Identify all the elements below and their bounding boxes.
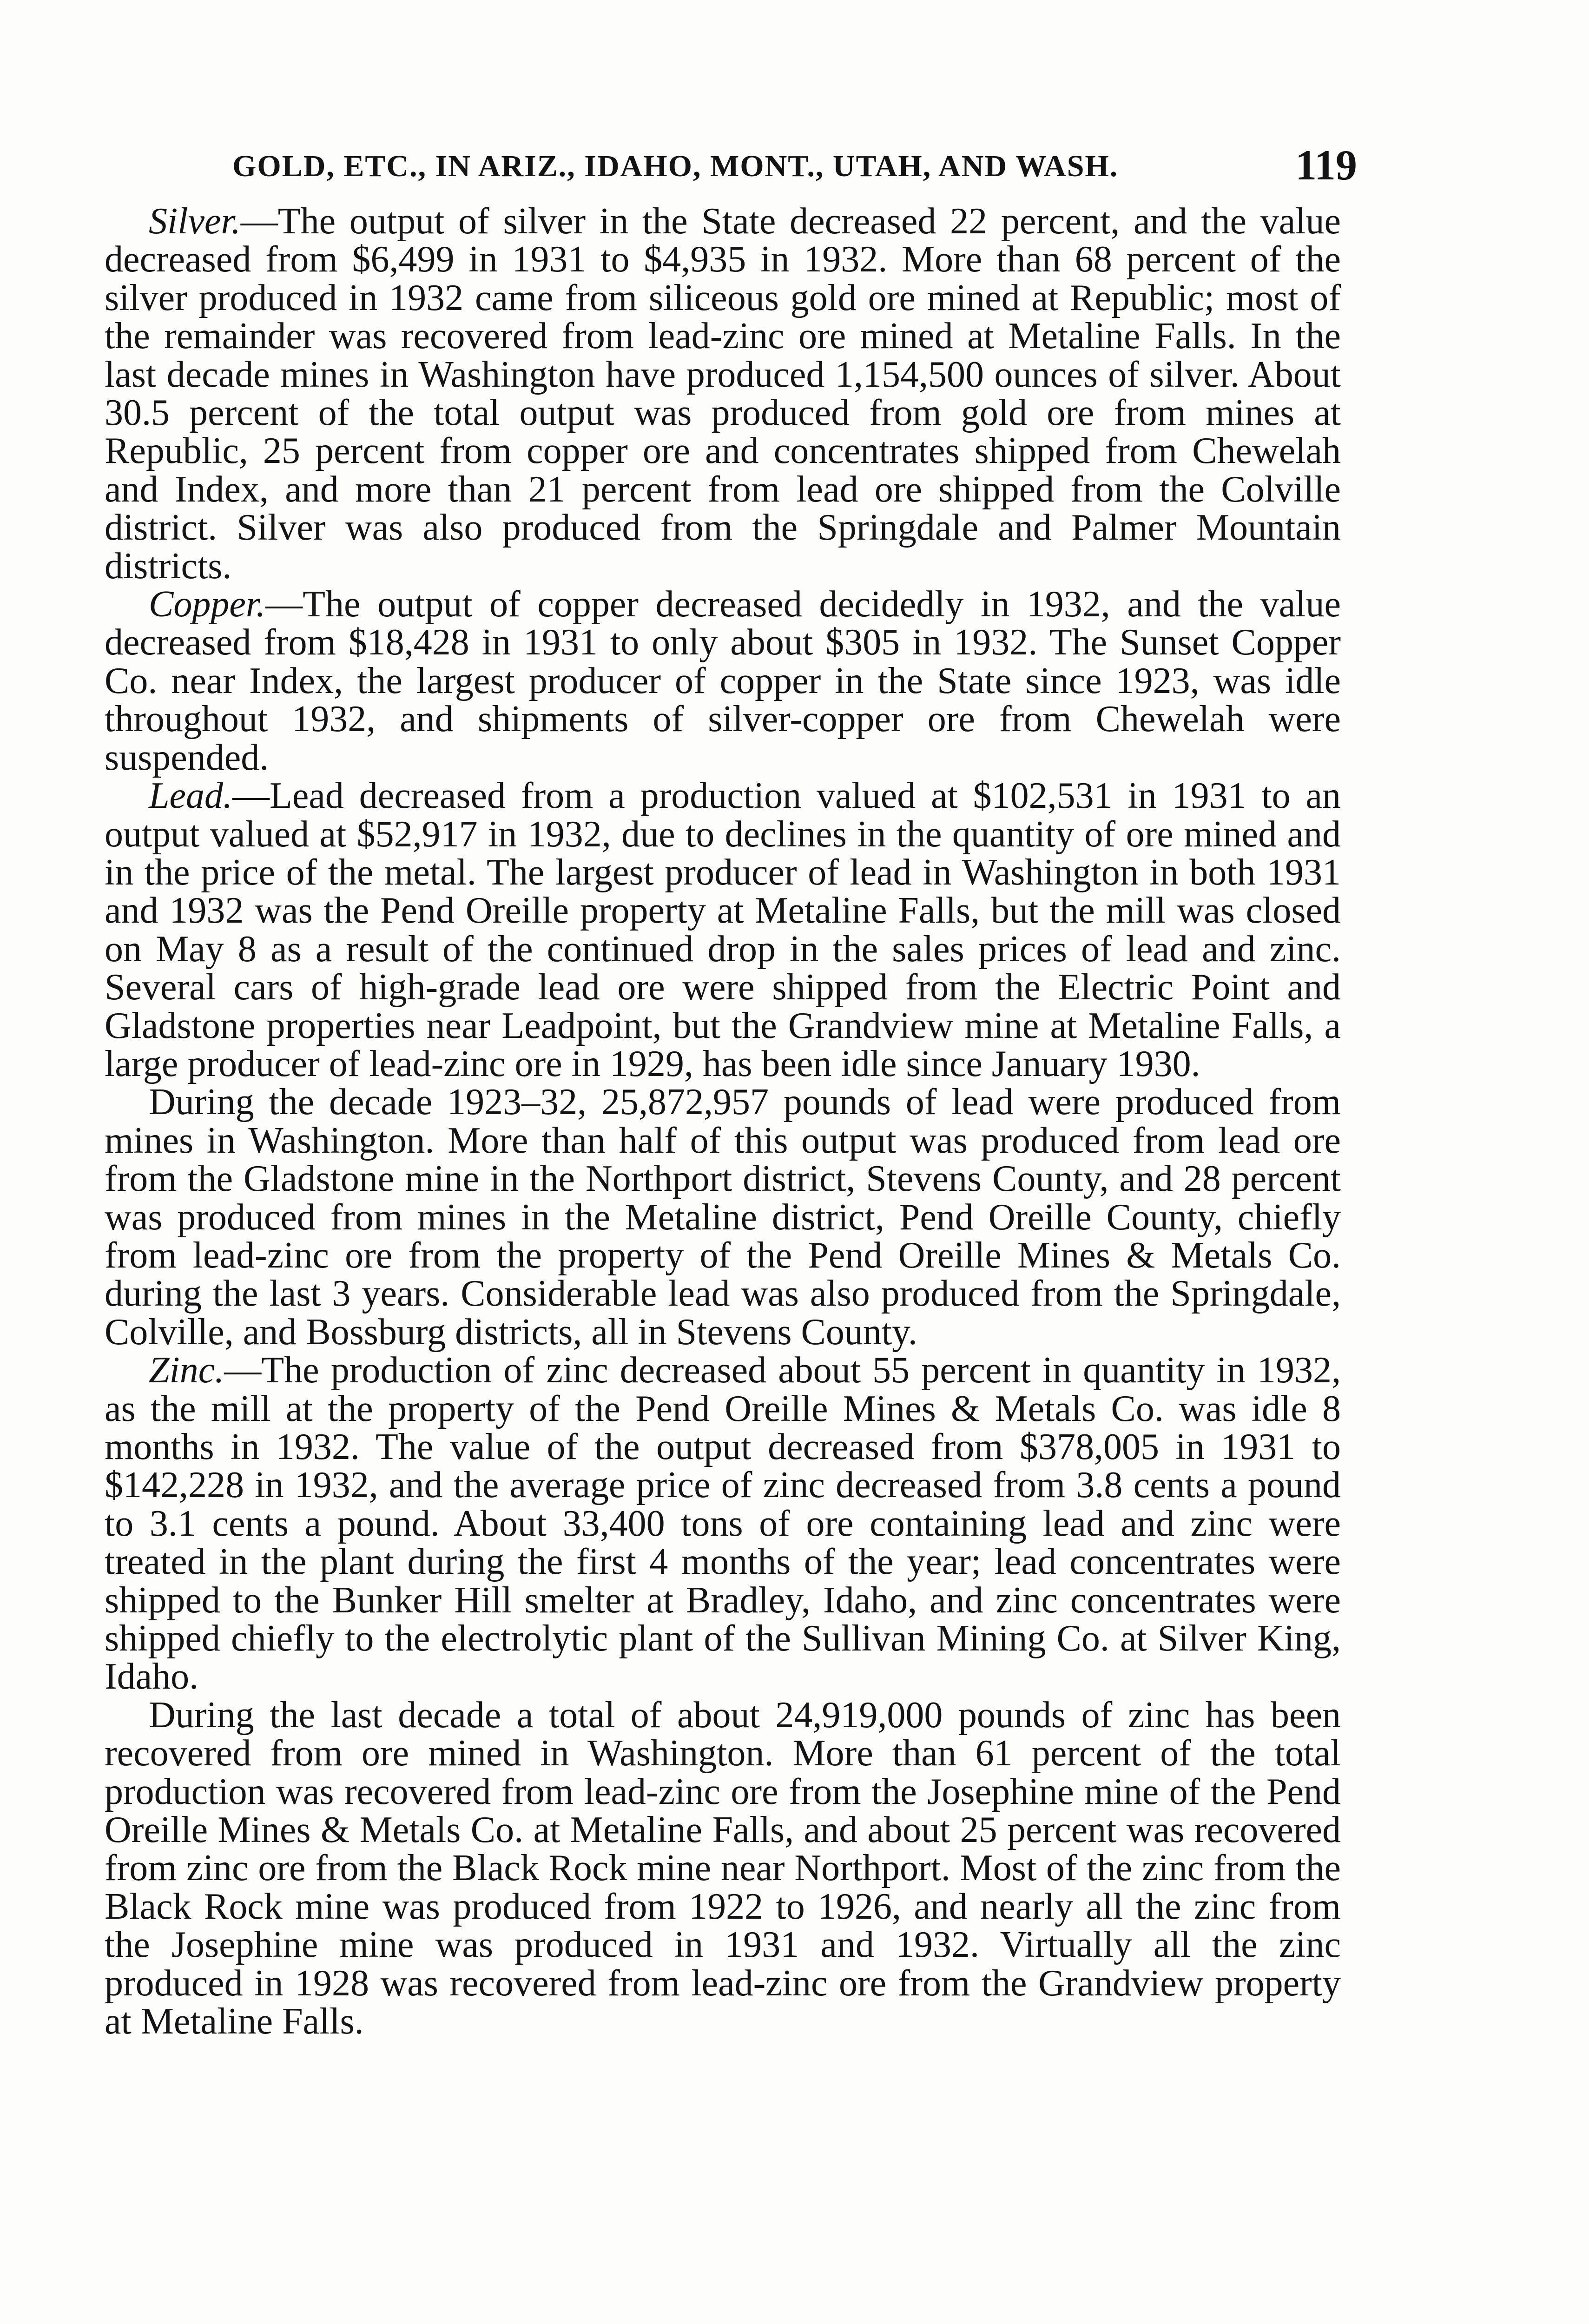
page-number: 119 — [1295, 141, 1357, 189]
paragraph-text: —Lead decreased from a production valued at $102,531 in 1931 to an output valued at $52,917 in 1932, due to declines in the quantity of ore mined and in the price of the metal. The largest producer of lead in Washington in both 1931 and 1932 was the Pend Oreille property at Metaline Falls, but the mill was closed on May 8 as a result of the continued drop in the sales prices of lead and zinc. Several cars of high-grade lead ore were shipped from the Electric Point and Gladstone properties near Leadpoint, but the Grandview mine at Metaline Falls, a large producer of lead-zinc ore in 1929, has been idle since January 1930. — [105, 775, 1341, 1084]
lead-term-copper: Copper. — [149, 584, 266, 625]
paragraph-zinc-decade — [105, 1696, 1341, 2041]
paragraph-text: —The production of zinc decreased about 55 percent in quantity in 1932, as the mill at the property of the Pend Oreille Mines & Metals Co. was idle 8 months in 1932. The value of the output decreased from $378,005 in 1931 to $142,228 in 1932, and the average price of zinc decreased from 3.8 cents a pound to 3.1 cents a pound. About 33,400 tons of ore containing lead and zinc were treated in the plant during the first 4 months of the year; lead concentrates were shipped to the Bunker Hill smelter at Bradley, Idaho, and zinc concentrates were shipped chiefly to the electrolytic plant of the Sullivan Mining Co. at Silver King, Idaho. — [105, 1350, 1341, 1697]
lead-term-silver: Silver. — [149, 201, 241, 242]
paragraph-copper — [105, 585, 1341, 777]
paragraph-text: —The output of silver in the State decreased 22 percent, and the value decreased from $6,499 in 1931 to $4,935 in 1932. More than 68 percent of the silver produced in 1932 came from siliceous gold ore mined at Republic; most of the remainder was recovered from lead-zinc ore mined at Metaline Falls. In the last decade mines in Washington have produced 1,154,500 ounces of silver. About 30.5 percent of the total output was produced from gold ore from mines at Republic, 25 percent from copper ore and concentrates shipped from Chewelah and Index, and more than 21 percent from lead ore shipped from the Colville district. Silver was also produced from the Springdale and Palmer Mountain districts. — [105, 201, 1341, 587]
body-text — [105, 202, 1341, 2041]
running-title: GOLD, ETC., IN ARIZ., IDAHO, MONT., UTAH, AND WASH. — [232, 149, 1119, 183]
paragraph-silver — [105, 202, 1341, 585]
page-header — [232, 140, 1357, 191]
paragraph-text: During the last decade a total of about 24,919,000 pounds of zinc has been recovered from ore mined in Washington. More than 61 percent of the total production was recovered from lead-zinc ore from the Josephine mine of the Pend Oreille Mines & Metals Co. at Metaline Falls, and about 25 percent was recovered from zinc ore from the Black Rock mine near Northport. Most of the zinc from the Black Rock mine was produced from 1922 to 1926, and nearly all the zinc from the Josephine mine was produced in 1931 and 1932. Virtually all the zinc produced in 1928 was recovered from lead-zinc ore from the Grandview property at Metaline Falls. — [105, 1694, 1341, 2042]
paragraph-lead — [105, 777, 1341, 1083]
paragraph-lead-decade — [105, 1083, 1341, 1351]
lead-term-lead: Lead. — [149, 775, 232, 817]
lead-term-zinc: Zinc. — [149, 1350, 224, 1391]
paragraph-text: During the decade 1923–32, 25,872,957 pounds of lead were produced from mines in Washington. More than half of this output was produced from lead ore from the Gladstone mine in the Northport district, Stevens County, and 28 percent was produced from mines in the Metaline district, Pend Oreille County, chiefly from lead-zinc ore from the property of the Pend Oreille Mines & Metals Co. during the last 3 years. Considerable lead was also produced from the Springdale, Colville, and Bossburg districts, all in Stevens County. — [105, 1082, 1341, 1353]
paragraph-zinc — [105, 1351, 1341, 1696]
paragraph-text: —The output of copper decreased decidedly in 1932, and the value decreased from $18,428 in 1931 to only about $305 in 1932. The Sunset Copper Co. near Index, the largest producer of copper in the State since 1923, was idle throughout 1932, and shipments of silver-copper ore from Chewelah were suspended. — [105, 584, 1341, 778]
